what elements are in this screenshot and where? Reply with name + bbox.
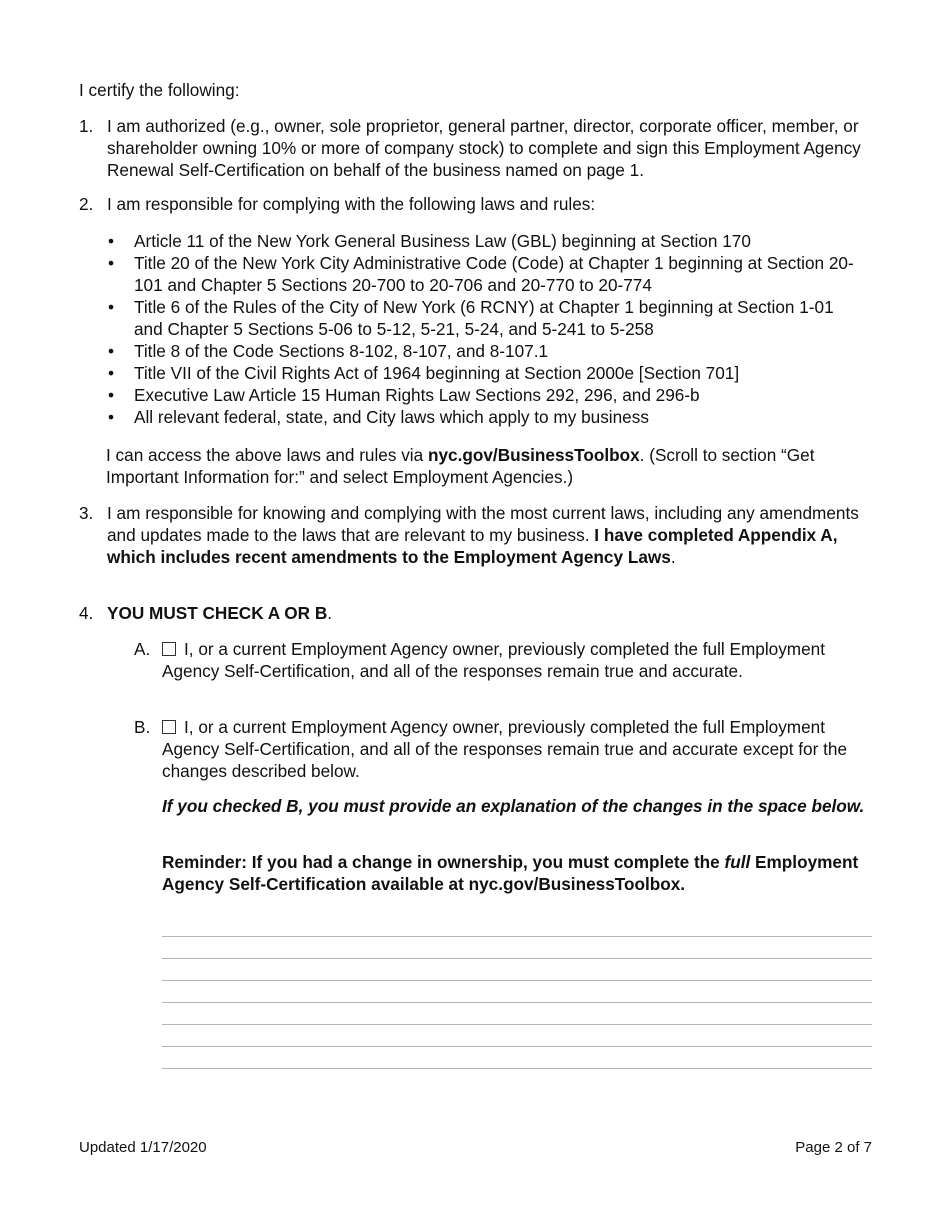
ownership-reminder: Reminder: If you had a change in ownership, you must complete the full Employment Agency Self-Certification available at nyc.gov/BusinessToolbox.: [162, 852, 859, 894]
laws-list: [106, 230, 866, 428]
option-b-checkbox[interactable]: [162, 720, 176, 734]
writing-line: [162, 980, 872, 981]
law-item: • Title 20 of the New York City Administrative Code (Code) at Chapter 1 beginning at Section 20-101 and Chapter 5 Sections 20-700 to 20-706 and 20-770 to 20-774: [106, 252, 866, 296]
item-number: 4.: [79, 603, 94, 623]
option-text: I, or a current Employment Agency owner, previously completed the full Employment Agency Self-Certification, and all of the responses remain true and accurate.: [162, 639, 826, 681]
writing-line: [162, 1024, 872, 1025]
option-text: I, or a current Employment Agency owner, previously completed the full Employment Agency Self-Certification, and all of the responses remain true and accurate except for the changes described below.: [162, 717, 848, 781]
law-item: • Title VII of the Civil Rights Act of 1964 beginning at Section 2000e [Section 701]: [106, 362, 866, 384]
writing-line: [162, 1002, 872, 1003]
item-text: I am responsible for complying with the following laws and rules:: [107, 194, 596, 214]
law-item: • Title 6 of the Rules of the City of New York (6 RCNY) at Chapter 1 beginning at Section 1-01 and Chapter 5 Sections 5-06 to 5-12, 5-21, 5-24, and 5-241 to 5-258: [106, 296, 866, 340]
law-item: • Article 11 of the New York General Business Law (GBL) beginning at Section 170: [106, 230, 866, 252]
writing-line: [162, 958, 872, 959]
option-a-checkbox[interactable]: [162, 642, 176, 656]
item-text: I am responsible for knowing and complying with the most current laws, including any amendments and updates made to the laws that are relevant to my business. I have completed Appendix A, which includes recent amendments to the Employment Agency Laws.: [107, 503, 859, 567]
footer-page-number: Page 2 of 7: [795, 1139, 872, 1156]
option-b-instruction: If you checked B, you must provide an explanation of the changes in the space below.: [162, 796, 865, 816]
item-heading: YOU MUST CHECK A OR B.: [107, 603, 333, 623]
intro-text: I certify the following:: [79, 80, 240, 100]
law-item: • Title 8 of the Code Sections 8-102, 8-107, and 8-107.1: [106, 340, 866, 362]
business-toolbox-link[interactable]: nyc.gov/BusinessToolbox: [427, 445, 640, 465]
option-letter: B.: [134, 717, 151, 737]
law-item: • All relevant federal, state, and City laws which apply to my business: [106, 406, 866, 428]
item-number: 2.: [79, 194, 94, 214]
item-number: 1.: [79, 116, 94, 136]
writing-line: [162, 1068, 872, 1069]
law-item: • Executive Law Article 15 Human Rights Law Sections 292, 296, and 296-b: [106, 384, 866, 406]
footer-updated-date: Updated 1/17/2020: [79, 1139, 207, 1156]
option-letter: A.: [134, 639, 151, 659]
item-text: I am authorized (e.g., owner, sole proprietor, general partner, director, corporate officer, member, or shareholder owning 10% or more of company stock) to complete and sign this Employment Agency Renewal Self-Certification on behalf of the business named on page 1.: [107, 116, 861, 180]
item-number: 3.: [79, 503, 94, 523]
laws-access-note: I can access the above laws and rules via nyc.gov/BusinessToolbox. (Scroll to section “Get Important Information for:” and select Employment Agencies.): [106, 445, 815, 487]
explanation-writing-area[interactable]: [162, 936, 872, 1090]
writing-line: [162, 936, 872, 937]
writing-line: [162, 1046, 872, 1047]
